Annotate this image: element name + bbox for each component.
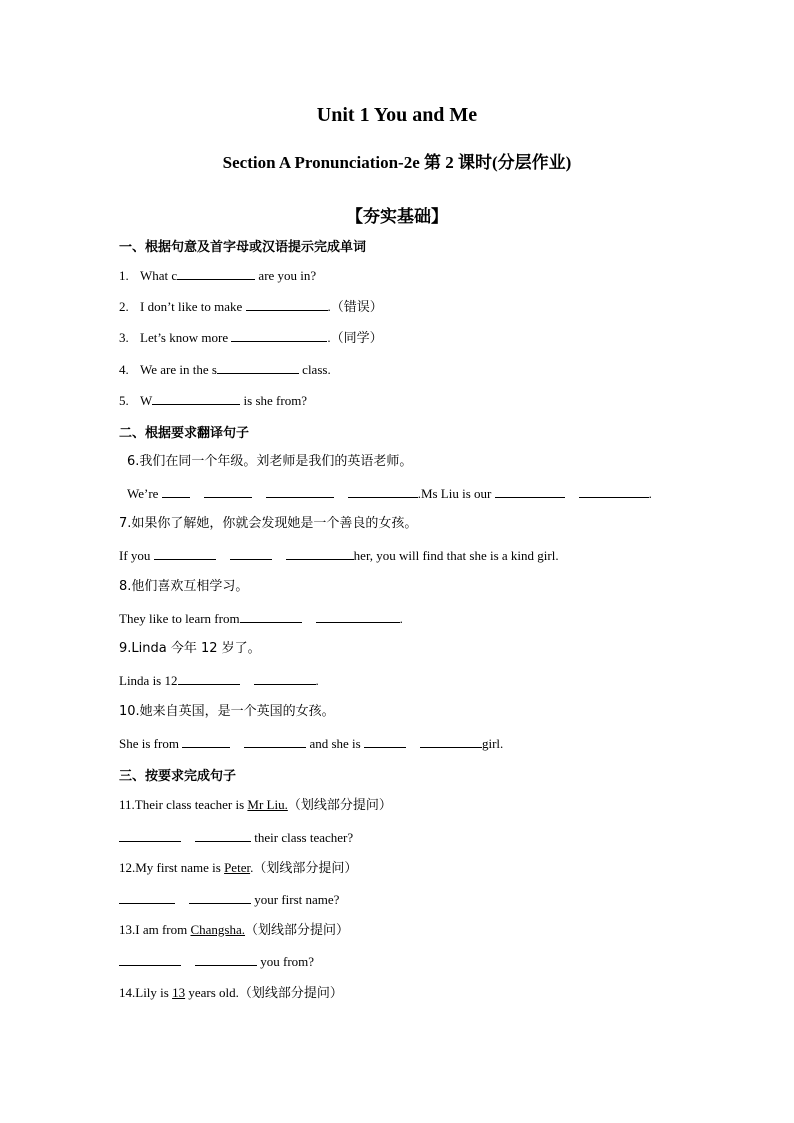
question-4 bbox=[119, 360, 331, 379]
answer-blank[interactable] bbox=[420, 734, 482, 748]
translation-answer-6 bbox=[127, 484, 652, 503]
question-text: 11.Their class teacher is bbox=[119, 797, 248, 812]
question-text-end: . bbox=[250, 860, 254, 875]
answer-text-end: . bbox=[648, 486, 652, 501]
answer-blank[interactable] bbox=[152, 391, 240, 405]
answer-blank[interactable] bbox=[240, 609, 302, 623]
question-text: I don’t like to make bbox=[140, 299, 246, 314]
instruction-hint: （划线部分提问） bbox=[253, 861, 358, 876]
band-title: 【夯实基础】 bbox=[346, 207, 448, 227]
underlined-part: Peter bbox=[224, 860, 251, 875]
unit-title: Unit 1 You and Me bbox=[316, 104, 478, 126]
answer-text: .Ms Liu is our bbox=[417, 486, 492, 501]
instruction-hint: （划线部分提问） bbox=[245, 923, 350, 938]
translation-prompt-10: 10.她来自英国，是一个英国的女孩。 bbox=[119, 704, 335, 719]
answer-blank[interactable] bbox=[230, 546, 272, 560]
answer-blank[interactable] bbox=[119, 828, 181, 842]
answer-blank[interactable] bbox=[244, 734, 306, 748]
answer-blank[interactable] bbox=[495, 484, 565, 498]
translation-prompt-7: 7.如果你了解她，你就会发现她是一个善良的女孩。 bbox=[119, 516, 418, 531]
question-text-end: are you in? bbox=[255, 268, 317, 283]
translation-prompt-9: 9.Linda 今年 12 岁了。 bbox=[119, 641, 261, 656]
question-text: What c bbox=[140, 268, 178, 283]
question-3 bbox=[119, 328, 383, 348]
question-number: 1. bbox=[119, 268, 129, 283]
rewrite-question-12 bbox=[119, 859, 357, 878]
answer-blank[interactable] bbox=[204, 484, 252, 498]
instruction-hint: （划线部分提问） bbox=[238, 986, 343, 1001]
section-title: Section A Pronunciation-2e 第 2 课时(分层作业) bbox=[222, 153, 572, 172]
answer-text: your first name? bbox=[254, 892, 340, 907]
answer-text-end: . bbox=[399, 611, 403, 626]
answer-blank[interactable] bbox=[162, 484, 190, 498]
question-text-end: . bbox=[327, 330, 331, 345]
answer-blank[interactable] bbox=[348, 484, 418, 498]
answer-blank[interactable] bbox=[119, 952, 181, 966]
answer-text: If you bbox=[119, 548, 151, 563]
rewrite-question-11 bbox=[119, 796, 392, 815]
answer-blank[interactable] bbox=[254, 671, 316, 685]
answer-text-end: girl. bbox=[481, 736, 504, 751]
question-1 bbox=[119, 266, 316, 285]
answer-blank[interactable] bbox=[579, 484, 649, 498]
answer-text: and she is bbox=[309, 736, 361, 751]
answer-text: you from? bbox=[260, 954, 315, 969]
answer-blank[interactable] bbox=[182, 734, 230, 748]
answer-text: Linda is 12 bbox=[119, 673, 178, 688]
answer-text: We’re bbox=[127, 486, 159, 501]
translation-answer-10 bbox=[119, 734, 503, 753]
question-text-end: class. bbox=[298, 362, 331, 377]
rewrite-question-14 bbox=[119, 984, 343, 1003]
question-number: 3. bbox=[119, 330, 129, 345]
answer-text: her, you will find that she is a kind girl. bbox=[353, 548, 559, 563]
answer-blank[interactable] bbox=[364, 734, 406, 748]
question-2 bbox=[119, 297, 383, 317]
underlined-part: Changsha. bbox=[190, 922, 246, 937]
answer-blank[interactable] bbox=[178, 671, 240, 685]
translation-prompt-8: 8.他们喜欢互相学习。 bbox=[119, 579, 249, 594]
answer-blank[interactable] bbox=[246, 297, 328, 311]
answer-blank[interactable] bbox=[286, 546, 354, 560]
question-5 bbox=[119, 391, 307, 410]
question-text: W bbox=[140, 393, 153, 408]
question-text: 14.Lily is bbox=[119, 985, 173, 1000]
rewrite-answer-13 bbox=[119, 952, 314, 971]
answer-blank[interactable] bbox=[177, 266, 255, 280]
underlined-part: Mr Liu. bbox=[247, 797, 288, 812]
chinese-hint: （同学） bbox=[330, 331, 383, 346]
answer-blank[interactable] bbox=[189, 890, 251, 904]
answer-text: They like to learn from bbox=[119, 611, 240, 626]
question-number: 2. bbox=[119, 299, 129, 314]
translation-answer-7 bbox=[119, 546, 559, 565]
question-number: 5. bbox=[119, 393, 129, 408]
chinese-hint: （错误） bbox=[330, 300, 383, 315]
answer-blank[interactable] bbox=[195, 828, 251, 842]
rewrite-answer-12 bbox=[119, 890, 339, 909]
answer-text: She is from bbox=[119, 736, 179, 751]
answer-blank[interactable] bbox=[119, 890, 175, 904]
rewrite-question-13 bbox=[119, 921, 349, 940]
instruction-hint: （划线部分提问） bbox=[287, 798, 392, 813]
question-text: 12.My first name is bbox=[119, 860, 225, 875]
answer-blank[interactable] bbox=[231, 328, 327, 342]
answer-blank[interactable] bbox=[316, 609, 400, 623]
section-heading-1: 一、根据句意及首字母或汉语提示完成单词 bbox=[119, 240, 367, 255]
answer-text: their class teacher? bbox=[254, 830, 354, 845]
question-text: Let’s know more bbox=[140, 330, 232, 345]
question-text: We are in the s bbox=[140, 362, 217, 377]
section-heading-2: 二、根据要求翻译句子 bbox=[119, 426, 250, 441]
question-text: 13.I am from bbox=[119, 922, 191, 937]
answer-blank[interactable] bbox=[217, 360, 299, 374]
translation-answer-8 bbox=[119, 609, 403, 628]
translation-answer-9 bbox=[119, 671, 319, 690]
question-number: 4. bbox=[119, 362, 129, 377]
question-text-end: years old. bbox=[185, 985, 239, 1000]
underlined-part: 13 bbox=[172, 985, 186, 1000]
section-heading-3: 三、按要求完成句子 bbox=[119, 769, 237, 784]
answer-text-end: . bbox=[315, 673, 319, 688]
translation-prompt-6: 6.我们在同一个年级。刘老师是我们的英语老师。 bbox=[127, 454, 413, 469]
answer-blank[interactable] bbox=[154, 546, 216, 560]
answer-blank[interactable] bbox=[266, 484, 334, 498]
question-text-end: . bbox=[327, 299, 331, 314]
answer-blank[interactable] bbox=[195, 952, 257, 966]
question-text-end: is she from? bbox=[240, 393, 308, 408]
rewrite-answer-11 bbox=[119, 828, 353, 847]
